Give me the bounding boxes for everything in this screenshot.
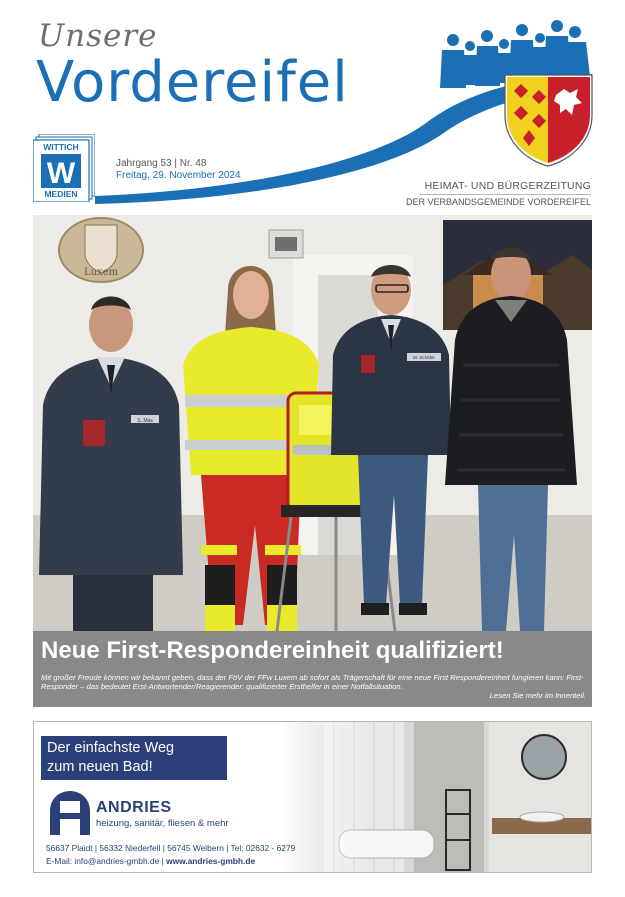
- paper-type: [406, 180, 591, 207]
- wall-crest-text: Luxem: [83, 267, 119, 278]
- ad-brand: ANDRIES: [96, 799, 172, 816]
- ad-headline: [41, 736, 227, 780]
- ad-tagline: heizung, sanitär, fliesen & mehr: [96, 818, 229, 829]
- coat-of-arms-icon: [505, 75, 592, 166]
- masthead: [0, 0, 625, 215]
- paper-type-line1: HEIMAT- UND BÜRGERZEITUNG: [424, 180, 591, 192]
- article-teaser-text: Mit großer Freude können wir bekannt geben, dass der FöV der FFw Luxem ab sofort als Trägerschaft für eine neue First Respondereinheit fungieren kann: First-Responder – das bedeutet Erst-Antwortender/Reagierender: qualifizierter Ersthelfer in einer Notfallsituation.: [41, 673, 584, 691]
- read-more-text: Lesen Sie mehr im Innenteil.: [489, 691, 586, 700]
- cover-photo: [33, 215, 592, 631]
- ad-headline-line1: Der einfachste Weg: [47, 740, 175, 756]
- logo-letter: W: [46, 157, 76, 190]
- ad-contact: [46, 856, 255, 866]
- title-unsere: Unsere: [38, 18, 158, 54]
- badge-right-text: M. Schäfer: [413, 355, 435, 360]
- logo-text-top: WITTICH: [43, 142, 79, 152]
- ad-email[interactable]: E-Mail: info@andries-gmbh.de |: [46, 856, 167, 866]
- andries-logo-icon: [46, 789, 94, 837]
- issue-date: Freitag, 29. November 2024: [116, 170, 241, 181]
- ad-address: 56637 Plaidt | 56332 Niederfell | 56745 Weibern | Tel: 02632 - 6279: [46, 843, 296, 853]
- issue-number: Jahrgang 53 | Nr. 48: [116, 158, 207, 169]
- paper-type-divider: [419, 194, 591, 195]
- paper-type-line2: DER VERBANDSGEMEINDE VORDEREIFEL: [405, 197, 591, 207]
- badge-left-text: S. Mas: [137, 418, 153, 424]
- advertisement-andries[interactable]: [33, 721, 592, 873]
- logo-text-bottom: MEDIEN: [44, 189, 78, 199]
- issue-info: [116, 158, 241, 182]
- ad-headline-line2: zum neuen Bad!: [47, 759, 153, 775]
- cover-photo-illustration: [33, 215, 592, 631]
- article-teaser: [41, 673, 586, 700]
- ad-website-link[interactable]: www.andries-gmbh.de: [166, 856, 256, 866]
- article-headline-box: [33, 631, 592, 707]
- article-headline: Neue First-Respondereinheit qualifiziert!: [41, 637, 504, 664]
- wall-crest-icon: [59, 218, 143, 282]
- wittich-medien-logo: [33, 134, 95, 202]
- title-vordereifel: Vordereifel: [36, 50, 349, 115]
